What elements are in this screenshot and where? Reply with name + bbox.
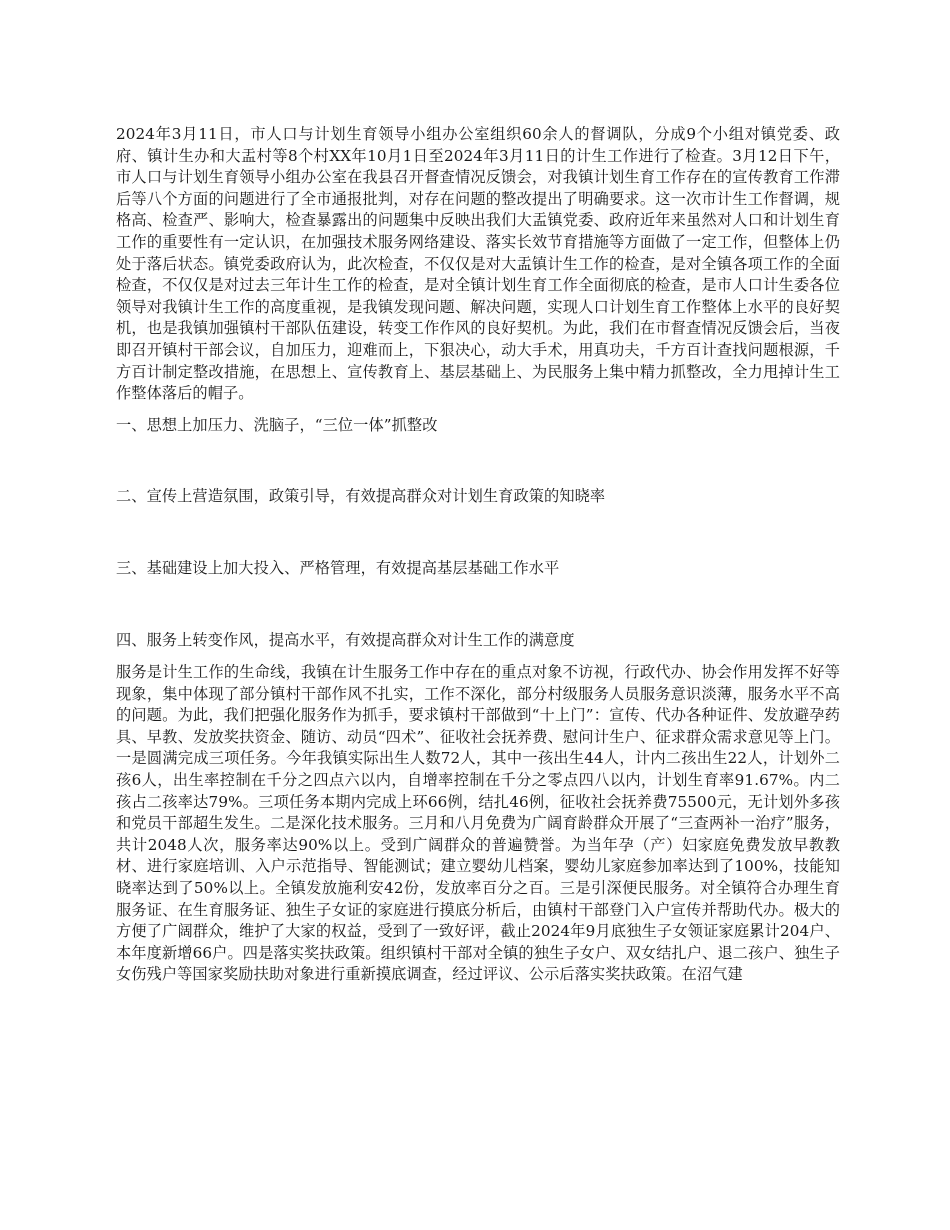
service-paragraph: 服务是计生工作的生命线，我镇在计生服务工作中存在的重点对象不访视，行政代办、协会作用发挥不好等现象，集中体现了部分镇村干部作风不扎实，工作不深化，部分村级服务人员服务意识淡薄，服务水平不高的问题。为此，我们把强化服务作为抓手，要求镇村干部做到“十上门”：宣传、代办各种证件、发放避孕药具、早教、发放奖扶资金、随访、动员“四术”、征收社会抚养费、慰问计生户、征求群众需求意见等上门。一是圆满完成三项任务。今年我镇实际出生人数72人，其中一孩出生44人，计内二孩出生22人，计划外二孩6人，出生率控制在千分之四点六以内，自增率控制在千分之零点四八以内，计划生育率91.67%。内二孩占二孩率达79%。三项任务本期内完成上环66例，结扎46例，征收社会抚养费75500元，无计划外多孩和党员干部超生发生。二是深化技术服务。三月和八月免费为广阔育龄群众开展了“三查两补一治疗”服务，共计2048人次，服务率达90%以上。受到广阔群众的普遍赞誉。为当年孕（产）妇家庭免费发放早教教材、进行家庭培训、入户示范指导、智能测试；建立婴幼儿档案，婴幼儿家庭参加率达到了100%，技能知晓率达到了50%以上。全镇发放施利安42份，发放率百分之百。三是引深便民服务。对全镇符合办理生育服务证、在生育服务证、独生子女证的家庭进行摸底分析后，由镇村干部登门入户宣传并帮助代办。极大的方便了广阔群众，维护了大家的权益，受到了一致好评，截止2024年9月底独生子女领证家庭累计204户、本年度新增66户。四是落实奖扶政策。组织镇村干部对全镇的独生子女户、双女结扎户、退二孩户、独生子女伤残户等国家奖励扶助对象进行重新摸底调查，经过评议、公示后落实奖扶政策。在沼气建 xyxy=(116,663,840,984)
section-heading-3: 三、基础建设上加大投入、严格管理，有效提高基层基础工作水平 xyxy=(116,558,560,577)
intro-paragraph: 2024年3月11日，市人口与计划生育领导小组办公室组织60余人的督调队，分成9个小组对镇党委、政府、镇计生办和大盂村等8个村XX年10月1日至2024年3月11日的计生工作进行了检查。3月12日下午，市人口与计划生育领导小组办公室在我县召开督查情况反馈会，对我镇计划生育工作存在的宣传教育工作滞后等八个方面的问题进行了全市通报批判，对存在问题的整改提出了明确要求。这一次市计生工作督调，规格高、检查严、影响大，检查暴露出的问题集中反映出我们大盂镇党委、政府近年来虽然对人口和计划生育工作的重要性有一定认识，在加强技术服务网络建设、落实长效节育措施等方面做了一定工作，但整体上仍处于落后状态。镇党委政府认为，此次检查，不仅仅是对大盂镇计生工作的检查，是对全镇各项工作的全面检查，不仅仅是对过去三年计生工作的检查，是对全镇计划生育工作全面彻底的检查，是市人口计生委各位领导对我镇计生工作的高度重视，是我镇发现问题、解决问题，实现人口计划生育工作整体上水平的良好契机，也是我镇加强镇村干部队伍建设，转变工作作风的良好契机。为此，我们在市督查情况反馈会后，当夜即召开镇村干部会议，自加压力，迎难而上，下狠决心，动大手术，用真功夫，千方百计查找问题根源，千方百计制定整改措施，在思想上、宣传教育上、基层基础上、为民服务上集中精力抓整改，全力甩掉计生工作整体落后的帽子。 xyxy=(116,125,840,403)
section-heading-1: 一、思想上加压力、洗脑子，“三位一体”抓整改 xyxy=(116,415,438,434)
document-page xyxy=(116,124,840,986)
section-heading-2: 二、宣传上营造氛围，政策引导，有效提高群众对计划生育政策的知晓率 xyxy=(116,487,606,506)
section-heading-4: 四、服务上转变作风，提高水平，有效提高群众对计生工作的满意度 xyxy=(116,630,575,649)
